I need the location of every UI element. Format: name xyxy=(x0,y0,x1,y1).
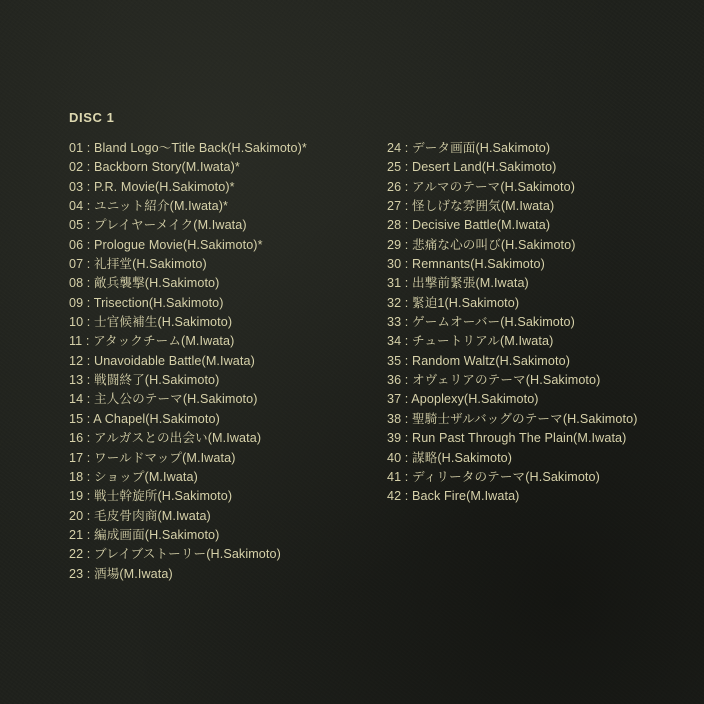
track-item: 13 : 戦闘終了(H.Sakimoto) xyxy=(69,373,220,388)
track-item: 35 : Random Waltz(H.Sakimoto) xyxy=(387,353,570,368)
track-item: 23 : 酒場(M.Iwata) xyxy=(69,566,173,581)
track-item: 15 : A Chapel(H.Sakimoto) xyxy=(69,411,220,426)
track-item: 02 : Backborn Story(M.Iwata)* xyxy=(69,160,240,175)
disc-title: DISC 1 xyxy=(69,110,115,125)
track-item: 05 : プレイヤーメイク(M.Iwata) xyxy=(69,218,247,233)
track-item: 21 : 編成画面(H.Sakimoto) xyxy=(69,527,220,542)
track-list-left xyxy=(69,139,307,584)
track-item: 08 : 敵兵襲撃(H.Sakimoto) xyxy=(69,276,220,291)
track-item: 22 : ブレイブストーリー(H.Sakimoto) xyxy=(69,547,281,562)
track-item: 25 : Desert Land(H.Sakimoto) xyxy=(387,160,557,175)
track-item: 34 : チュートリアル(M.Iwata) xyxy=(387,334,554,349)
track-item: 24 : データ画面(H.Sakimoto) xyxy=(387,141,551,155)
track-item: 28 : Decisive Battle(M.Iwata) xyxy=(387,218,551,233)
track-item: 17 : ワールドマップ(M.Iwata) xyxy=(69,450,236,465)
track-item: 09 : Trisection(H.Sakimoto) xyxy=(69,295,224,310)
track-item: 31 : 出撃前緊張(M.Iwata) xyxy=(387,276,529,291)
track-item: 12 : Unavoidable Battle(M.Iwata) xyxy=(69,353,255,368)
track-item: 26 : アルマのテーマ(H.Sakimoto) xyxy=(387,179,576,194)
track-item: 20 : 毛皮骨肉商(M.Iwata) xyxy=(69,508,211,523)
track-item: 03 : P.R. Movie(H.Sakimoto)* xyxy=(69,179,235,194)
track-item: 16 : アルガスとの出会い(M.Iwata) xyxy=(69,431,262,446)
track-item: 39 : Run Past Through The Plain(M.Iwata) xyxy=(387,431,627,446)
track-item: 36 : オヴェリアのテーマ(H.Sakimoto) xyxy=(387,373,601,388)
track-item: 06 : Prologue Movie(H.Sakimoto)* xyxy=(69,237,263,252)
track-item: 01 : Bland Logo～Title Back(H.Sakimoto)* xyxy=(69,141,307,155)
track-item: 30 : Remnants(H.Sakimoto) xyxy=(387,257,545,272)
track-item: 07 : 礼拝堂(H.Sakimoto) xyxy=(69,257,207,272)
track-item: 19 : 戦士幹旋所(H.Sakimoto) xyxy=(69,489,233,504)
track-item: 38 : 聖騎士ザルバッグのテーマ(H.Sakimoto) xyxy=(387,411,638,426)
track-item: 27 : 怪しげな雰囲気(M.Iwata) xyxy=(387,199,555,214)
track-item: 40 : 謀略(H.Sakimoto) xyxy=(387,450,513,465)
track-list-right xyxy=(387,139,638,507)
track-item: 37 : Apoplexy(H.Sakimoto) xyxy=(387,392,539,407)
track-item: 11 : アタックチーム(M.Iwata) xyxy=(69,334,235,349)
track-item: 10 : 士官候補生(H.Sakimoto) xyxy=(69,315,233,330)
track-item: 18 : ショップ(M.Iwata) xyxy=(69,469,198,484)
track-item: 14 : 主人公のテーマ(H.Sakimoto) xyxy=(69,392,258,407)
track-item: 32 : 緊迫1(H.Sakimoto) xyxy=(387,295,520,310)
track-item: 04 : ユニット紹介(M.Iwata)* xyxy=(69,199,229,214)
track-item: 33 : ゲームオーバー(H.Sakimoto) xyxy=(387,315,575,330)
track-item: 42 : Back Fire(M.Iwata) xyxy=(387,489,520,504)
track-item: 41 : ディリータのテーマ(H.Sakimoto) xyxy=(387,469,600,484)
track-item: 29 : 悲痛な心の叫び(H.Sakimoto) xyxy=(387,237,576,252)
